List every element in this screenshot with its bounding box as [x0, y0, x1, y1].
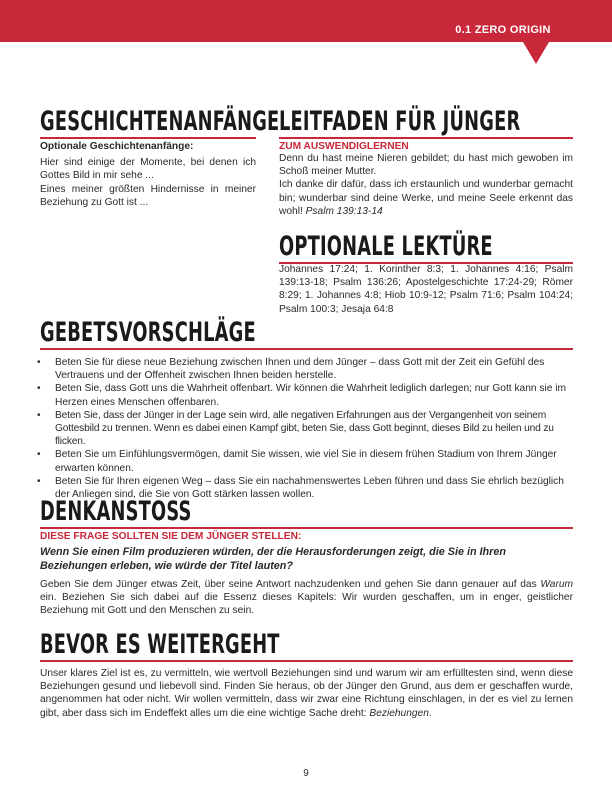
bevor-emphasis: Beziehungen	[369, 707, 429, 719]
memory-verse-line-2	[279, 178, 573, 218]
memorize-label: ZUM AUSWENDIGLERNEN	[279, 141, 409, 152]
reading-references: Johannes 17:24; 1. Korinther 8:3; 1. Johannes 4:16; Psalm 139:13-18; Psalm 136:26; Apostelgeschichte 17:24-29; Römer 8:29; 1. Johannes 4:8; Hiob 10:9-12; Psalm 71:6; Psalm 104:24; Psalm 100:3; Jesaja 64:8	[279, 264, 573, 315]
prayer-item-text: Beten Sie für diese neue Beziehung zwischen Ihnen und dem Jünger – dass Gott mit der Zeit ein Gefühl des Vertrauens und der Offenheit zwischen Ihnen beiden herstelle.	[55, 357, 545, 382]
prayer-item-text: Beten Sie für Ihren eigenen Weg – dass Sie ein nachahmenswertes Leben führen und dass Sie ehrlich bezüglich der Anliegen sind, die Sie von Gott stärken lassen wollen.	[55, 475, 564, 501]
prayer-item	[36, 356, 574, 382]
bevor-paragraph	[40, 667, 573, 720]
leitfaden-title: LEITFADEN FÜR JÜNGER	[279, 106, 521, 137]
memory-verse-line-1: Denn du hast meine Nieren gebildet; du hast mich gewoben im Schoß meiner Mutter.	[279, 153, 573, 178]
bullet: •	[37, 409, 41, 421]
bullet: •	[37, 449, 41, 461]
verse-reference: Psalm 139:13-14	[305, 205, 383, 217]
guidance-text-b: ein. Beziehen Sie sich dabei auf die Essenz dieses Kapitels: Wir wurden geschaffen, um in enger, geistlicher Beziehung mit Gott und den Menschen zu sein.	[40, 592, 573, 617]
geschichten-divider	[40, 137, 256, 139]
prayer-item-text: Beten Sie, dass der Jünger in der Lage sein wird, alle negativen Erfahrungen aus der Vergangenheit von seinem Gottesbild zu trennen. Wenn es dabei einen Kampf gibt, beten Sie, dass Gott beginnt, dieses Bild zu heilen und zu flicken.	[55, 409, 554, 448]
memory-verse-text: Ich danke dir dafür, dass ich erstaunlich und wunderbar gemacht bin; wunderbar sind deine Werke, und meine Seele erkennt das wohl!	[279, 179, 573, 217]
geschichten-paragraph-1: Hier sind einige der Momente, bei denen ich Gottes Bild in mir sehe ...	[40, 157, 256, 182]
bullet: •	[37, 475, 41, 487]
geschichten-subtitle: Optionale Geschichtenanfänge:	[40, 141, 194, 152]
memory-verse	[279, 152, 573, 218]
question-label: DIESE FRAGE SOLLTEN SIE DEM JÜNGER STELLEN:	[40, 531, 302, 542]
prayer-item-text: Beten Sie um Einfühlungsvermögen, damit Sie wissen, wie viel Sie in diesem frühen Stadium von Ihrem Jünger erwarten können.	[55, 449, 557, 474]
bullet: •	[37, 383, 41, 395]
leitfaden-divider	[279, 137, 573, 139]
denkanstoss-guidance	[40, 578, 573, 618]
bevor-period: .	[428, 707, 432, 719]
bullet: •	[37, 357, 41, 368]
prayer-item	[36, 448, 574, 474]
prayer-item	[36, 409, 574, 449]
geschichten-title: GESCHICHTENANFÄNGE	[40, 106, 280, 137]
prayer-item-text: Beten Sie, dass Gott uns die Wahrheit offenbart. Wir können die Wahrheit lediglich darlegen; nur Gott kann sie im Herzen eines Menschen offenbaren.	[55, 383, 566, 408]
gebet-divider	[40, 348, 573, 350]
guidance-text-a: Geben Sie dem Jünger etwas Zeit, über seine Antwort nachzudenken und gehen Sie dann genauer auf das	[40, 579, 537, 590]
prayer-item	[36, 382, 574, 408]
page-number: 9	[303, 768, 309, 779]
discussion-question: Wenn Sie einen Film produzieren würden, der die Herausforderungen zeigt, die Sie in Ihren Beziehungen erleben, wie würde der Titel lauten?	[40, 546, 506, 572]
denkanstoss-divider	[40, 527, 573, 529]
prayer-list	[36, 356, 574, 501]
bevor-text: Unser klares Ziel ist es, zu vermitteln, wie wertvoll Beziehungen sind und warum wir am erfülltesten sind, wenn diese Beziehungen gesund und liebevoll sind. Finden Sie heraus, ob der Jünger den Grund, aus dem er geschaffen wurde, angenommen hat oder nicht. Wir wollen vermitteln, dass wir zwar eine Richtung einschlagen, in der es viel zu lernen gibt, aber dass sich im Endeffekt alles um die eine wichtige Sache dreht:	[40, 668, 573, 719]
bevor-divider	[40, 660, 573, 662]
guidance-emphasis: Warum	[540, 579, 573, 590]
section-tab-arrow	[523, 42, 549, 64]
section-tab	[444, 20, 562, 42]
gebet-title: GEBETSVORSCHLÄGE	[40, 317, 256, 348]
geschichten-paragraph-2: Eines meiner größten Hindernisse in meiner Beziehung zu Gott ist ...	[40, 184, 256, 209]
lektuere-title: OPTIONALE LEKTÜRE	[279, 231, 493, 262]
section-tab-label: 0.1 ZERO ORIGIN	[455, 24, 551, 36]
denkanstoss-title: DENKANSTOSS	[40, 496, 192, 527]
bevor-title: BEVOR ES WEITERGEHT	[40, 629, 280, 660]
